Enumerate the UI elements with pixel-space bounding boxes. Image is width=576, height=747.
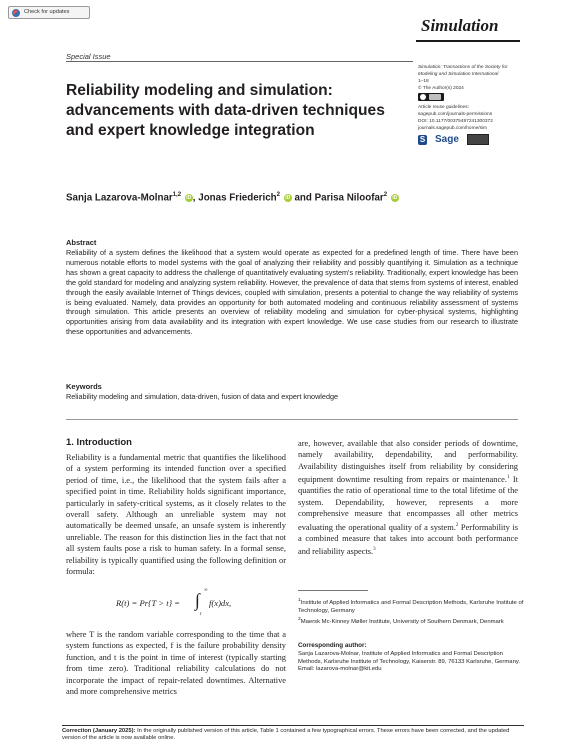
keywords-heading: Keywords	[66, 382, 102, 391]
special-issue-label: Special Issue	[66, 52, 111, 61]
header-rule	[66, 61, 413, 62]
abstract-heading: Abstract	[66, 238, 97, 247]
page-range: 1–18	[418, 79, 429, 84]
author-name: and Parisa Niloofar	[291, 192, 384, 204]
reuse-guidelines: Article reuse guidelines:	[418, 105, 469, 110]
keywords-text: Reliability modeling and simulation, data-driven, fusion of data and expert knowledge	[66, 392, 339, 401]
integral-symbol: ∫	[195, 590, 200, 610]
correction-text: In the originally published version of this article, Table 1 contained a few typographical errors. These errors have been corrected, and the updated version of the article is now available online.	[62, 728, 510, 742]
orcid-icon[interactable]: iD	[186, 195, 192, 202]
citation[interactable]: 3	[373, 547, 376, 553]
affiliation-2	[298, 616, 524, 627]
article-meta	[418, 64, 526, 145]
check-updates-label: Check for updates	[24, 9, 70, 15]
affil-text: Maersk Mc-Kinney Møller Institute, University of Southern Denmark, Denmark	[300, 618, 504, 625]
corresponding-text: Sanja Lazarova-Molnar, Institute of Applied Informatics and Formal Description Methods, Karlsruhe Institute of Technology, Kaiserstr. 89, 76133 Karlsruhe, Germany.	[298, 651, 520, 665]
citation[interactable]: 1	[506, 475, 510, 481]
correction-label: Correction (January 2025):	[62, 728, 136, 734]
author-affil: 2	[383, 192, 388, 198]
col2-text: Performability is a combined measure that takes into account both performance and reliability aspects.	[298, 522, 518, 557]
logo-rule	[416, 40, 520, 42]
col2-text: are, however, available that also consider periods of downtime, namely availability, dependability, and performability. Availability distinguishes itself from reliability by considering equipment downtime resulting from repairs or maintenance.	[298, 439, 518, 485]
citation[interactable]: 2	[455, 522, 459, 528]
corresponding-email[interactable]: Email: lazarova-molnar@kit.edu	[298, 666, 382, 673]
integral-upper: ∞	[204, 588, 208, 593]
intro-paragraph-2: where T is the random variable corresponding to the time that a system functions as expected, f is the failure probability density function, and t is the point in time of interest (typically starting from time zero). Traditional reliability calculations do not incorporate the impact of repair-related downtimes. Alternative and more comprehensive metrics	[66, 630, 286, 697]
reliability-formula	[66, 590, 286, 618]
journal-name: Simulation: Transactions of the Society for Modeling and Simulation International	[418, 65, 508, 77]
creative-commons-icon	[418, 93, 444, 101]
author-name: , Jonas Friederich	[192, 192, 277, 204]
reuse-link[interactable]: sagepub.com/journals-permissions	[418, 112, 493, 117]
intro-column-2	[298, 438, 518, 557]
copyright: © The Author(s) 2024	[418, 86, 464, 91]
intro-paragraph-1: Reliability is a fundamental metric that quantifies the likelihood of a system performing its intended function over a specified period of time, i.e., the likelihood that the system fails after a specified point in time. Reliability holds significant importance, particularly in safety-critical systems, as it closely relates to the overall safety. Although an unreliable system may not automatically be deemed unsafe, an unsafe system is inherently unreliable. The reason for this distinction lies in the fact that not all system faults pose a risk to human safety. In a formal sense, reliability is typically quantified using the following definition or formula:	[66, 453, 286, 577]
check-updates-icon	[12, 9, 20, 17]
corresponding-author	[298, 651, 524, 674]
check-for-updates-badge[interactable]	[8, 6, 90, 19]
author-name: Sanja Lazarova-Molnar	[66, 192, 173, 204]
abstract-text: Reliability of a system defines the likelihood that a system would operate as expected for a predefined length of time. There have been numerous notable efforts to model systems with the goal of analyzing their reliability and possibly quantifying it. Simulation as a technique has shown a great capacity to address the challenge of quantitatively evaluating system's reliability. Traditionally, expert knowledge has been the gold standard for modeling and analyzing system reliability. However, the prevalence of data that stems from systems of interest, enabled through the easily available Internet of Things devices, coupled with simulation, presents a potential to change the way reliability of systems is being evaluated. Namely, data provides an opportunity for both automated modeling and continuous reliability assessment of systems through simulation. This article presents an overview of reliability modeling and simulation for cyber-physical systems, highlighting opportunities arising from data availability and its integration with expert knowledge. We use case studies from our research to illustrate these opportunities and advancements.	[66, 248, 518, 337]
section-heading: 1. Introduction	[66, 437, 132, 448]
corresponding-heading: Corresponding author:	[298, 642, 367, 649]
journal-site[interactable]: journals.sagepub.com/home/sim	[418, 126, 488, 131]
doi[interactable]: DOI: 10.1177/00375497241300372	[418, 119, 493, 124]
affiliation-1	[298, 597, 524, 615]
affil-text: Institute of Applied Informatics and Formal Description Methods, Karlsruhe Institute of Technology, Germany	[298, 599, 524, 614]
publisher-name: Sage	[435, 134, 459, 145]
footnote-rule	[298, 590, 368, 591]
author-affil: 2	[276, 192, 280, 198]
formula-lhs: R(t) = Pr{T > t} =	[116, 598, 180, 608]
orcid-icon[interactable]: iD	[285, 195, 291, 202]
keywords-rule	[66, 419, 518, 420]
affil-number: 1	[298, 598, 301, 603]
journal-logo: Simulation	[421, 16, 499, 35]
journal-cover-icon	[467, 134, 489, 145]
article-title: Reliability modeling and simulation: advancements with data-driven techniques and expert knowledge integration	[66, 82, 385, 139]
publisher-row	[418, 134, 526, 145]
sage-logo-icon: S	[419, 134, 426, 144]
formula-body: f(x)dx,	[209, 598, 232, 608]
integral-lower: t	[200, 612, 202, 617]
affil-number: 2	[298, 617, 301, 622]
author-list	[66, 192, 399, 203]
orcid-icon[interactable]: iD	[392, 195, 398, 202]
author-affil: 1,2	[172, 192, 182, 198]
col2-text: It quantifies the ratio of operational time to the total lifetime of the system. Dependability, however, represents a more comprehensive measure that encompasses all other metrics evaluating the operational quality of a system.	[298, 475, 518, 532]
correction-note	[62, 725, 524, 743]
